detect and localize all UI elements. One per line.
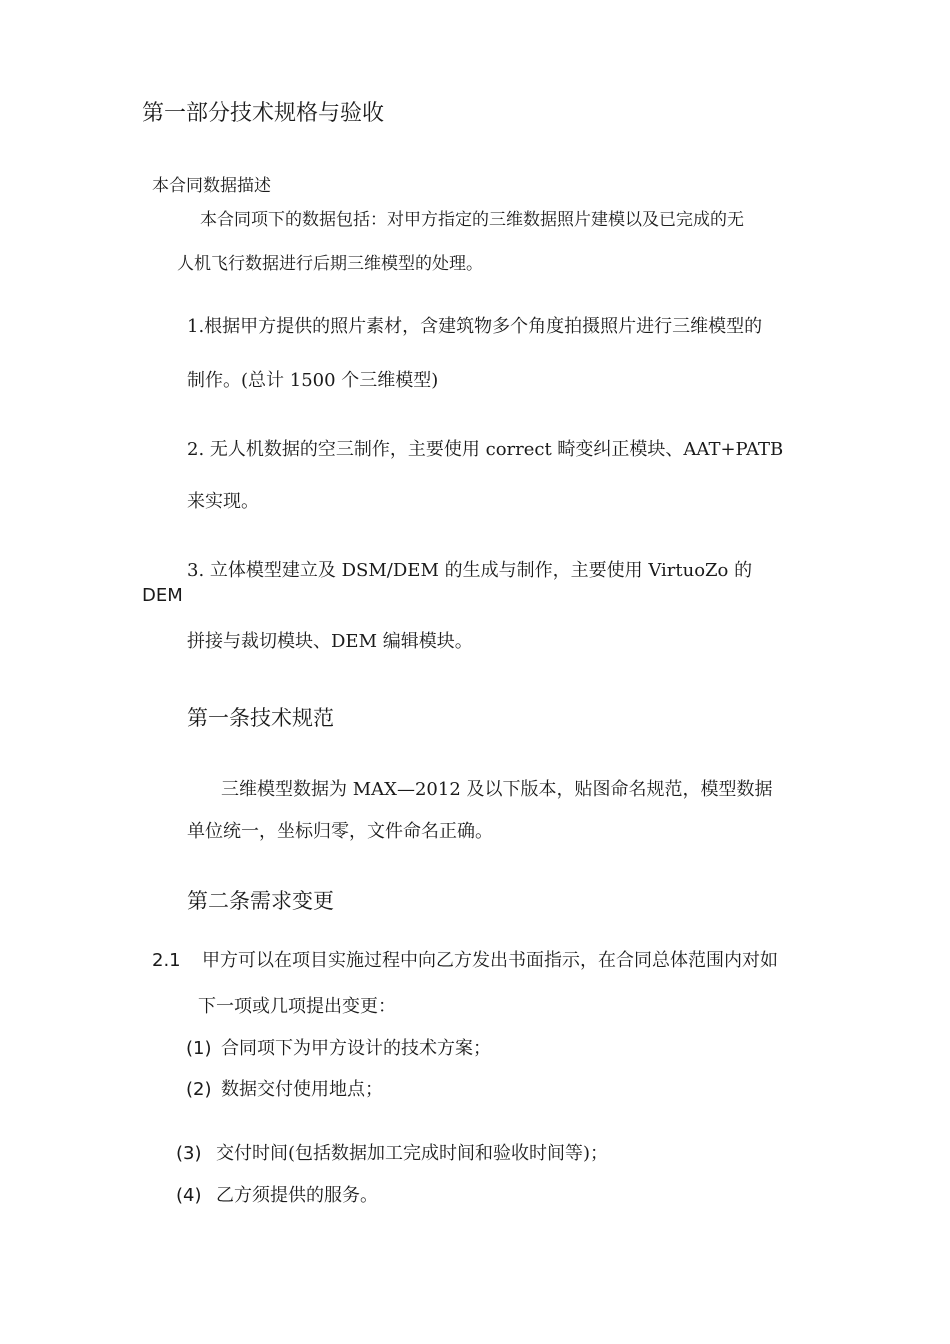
clause-line2: 下一项或几项提出变更： [198,996,396,1017]
item-3-line1: 3. 立体模型建立及 DSM/DEM 的生成与制作，主要使用 VirtuoZo 的 [187,560,753,581]
item-3-line2: 拼接与裁切模块、DEM 编辑模块。 [187,631,473,652]
data-description-intro-line2: 人机飞行数据进行后期三维模型的处理。 [177,254,483,274]
list-item-3-text: 交付时间(包括数据加工完成时间和验收时间等)； [216,1143,609,1164]
list-item-2-text: 数据交付使用地点； [221,1079,383,1100]
article-1-heading: 第一条技术规范 [187,706,334,730]
item-2-line2: 来实现。 [187,491,259,512]
list-item-4-text: 乙方须提供的服务。 [216,1185,378,1206]
list-item-3-number: (3) [176,1143,202,1164]
clause-line1: 甲方可以在项目实施过程中向乙方发出书面指示，在合同总体范围内对如 [202,950,778,971]
article-1-line1: 三维模型数据为 MAX—2012 及以下版本，贴图命名规范，模型数据 [221,779,773,800]
list-item-1-text: 合同项下为甲方设计的技术方案； [221,1038,491,1059]
item-3-line1-wrap: DEM [142,585,183,606]
article-1-line2: 单位统一，坐标归零，文件命名正确。 [187,821,493,842]
item-2-line1: 2. 无人机数据的空三制作，主要使用 correct 畸变纠正模块、AAT+PATB [187,439,784,460]
item-1-line1: 1.根据甲方提供的照片素材，含建筑物多个角度拍摄照片进行三维模型的 [187,316,763,337]
list-item-1-number: (1) [186,1038,212,1059]
item-1-line2: 制作。(总计 1500 个三维模型) [187,370,439,391]
clause-number: 2.1 [152,950,181,971]
part-title: 第一部分技术规格与验收 [142,101,385,126]
list-item-2-number: (2) [186,1079,212,1100]
data-description-heading: 本合同数据描述 [152,176,271,196]
article-2-heading: 第二条需求变更 [187,889,334,913]
list-item-4-number: (4) [176,1185,202,1206]
data-description-intro-line1: 本合同项下的数据包括：对甲方指定的三维数据照片建模以及已完成的无 [200,210,744,230]
